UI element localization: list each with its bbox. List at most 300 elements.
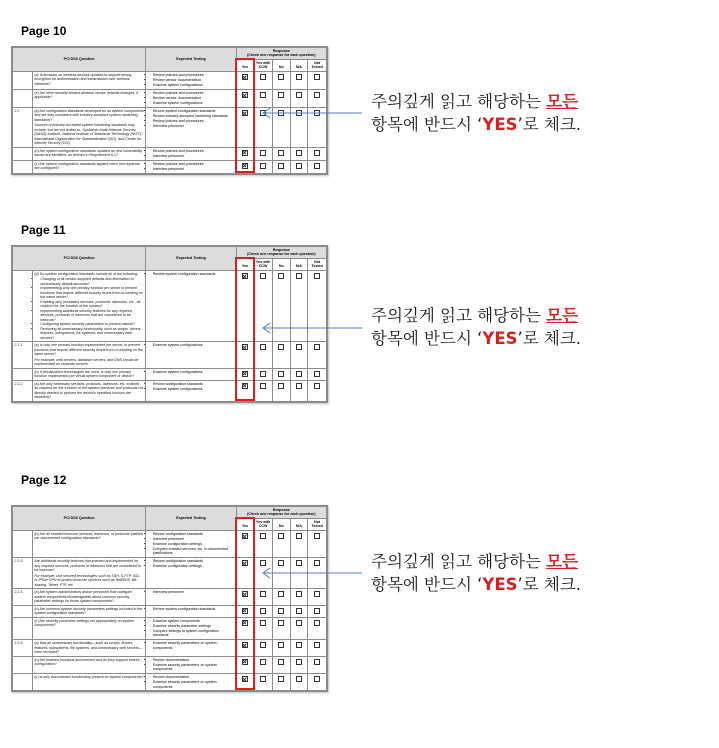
- yes-checkbox-checked[interactable]: [242, 659, 248, 665]
- question-main: (d) Do system configuration standards include all of the following:: [34, 271, 139, 276]
- requirement-ref: [13, 89, 33, 107]
- expected-testing: [146, 270, 236, 341]
- response-checkbox[interactable]: [260, 92, 266, 98]
- testing-item: • Examine system configurations: [153, 101, 234, 105]
- note-line1: 주의깊게 읽고 해당하는: [371, 92, 547, 111]
- note-emphasis-all: 모든: [546, 552, 579, 571]
- response-cell: [254, 605, 273, 617]
- question-main: (b) If virtualization technologies are used, is only one primary function implemented per virtual system component or device?: [34, 369, 135, 379]
- yes-checkbox-checked[interactable]: [242, 383, 248, 389]
- header-expected-testing: Expected Testing: [146, 247, 236, 271]
- testing-item: • Review policies and procedures: [153, 91, 234, 95]
- response-checkbox[interactable]: [260, 642, 266, 648]
- response-cell: [290, 368, 308, 380]
- requirement-ref: [13, 147, 33, 160]
- testing-item: • Compare enabled services, etc. to documented justifications: [153, 547, 234, 556]
- response-checkbox[interactable]: [278, 676, 284, 682]
- requirement-ref: 2.2: [13, 107, 33, 147]
- table-row: [13, 640, 327, 656]
- testing-item: • Examine configuration settings: [153, 542, 234, 546]
- response-checkbox[interactable]: [296, 676, 302, 682]
- table-row: [13, 605, 327, 617]
- testing-item: • Examine system configurations: [153, 83, 234, 87]
- response-checkbox[interactable]: [278, 608, 284, 614]
- testing-item: • Compare settings to system configuration standards: [153, 629, 234, 638]
- header-response-title: Response: [272, 49, 290, 53]
- response-cell: [236, 674, 254, 691]
- yes-checkbox-checked[interactable]: [242, 74, 248, 80]
- response-cell: [236, 558, 254, 589]
- testing-item: • Review system configuration standards: [153, 109, 234, 113]
- response-checkbox[interactable]: [278, 642, 284, 648]
- page-label-10: Page 10: [21, 24, 67, 38]
- response-checkbox[interactable]: [296, 371, 302, 377]
- pci-dss-table: [12, 506, 327, 691]
- header-response-title: Response: [272, 248, 290, 252]
- requirement-ref: 2.2.3: [13, 558, 33, 589]
- expected-testing: [146, 368, 236, 380]
- expected-testing: [146, 605, 236, 617]
- testing-item: • Review vendor documentation: [153, 96, 234, 100]
- response-checkbox[interactable]: [260, 533, 266, 539]
- requirement-ref: [13, 160, 33, 173]
- instruction-note: [371, 90, 711, 136]
- response-cell: [308, 605, 327, 617]
- response-cell: [290, 530, 308, 557]
- question-text: [32, 530, 145, 557]
- response-cell: [254, 380, 273, 401]
- header-col-4: Not Tested: [308, 518, 327, 530]
- response-checkbox[interactable]: [296, 659, 302, 665]
- question-text: [32, 640, 145, 656]
- response-checkbox[interactable]: [296, 74, 302, 80]
- table-row: [13, 530, 327, 557]
- response-checkbox[interactable]: [278, 591, 284, 597]
- question-text: [32, 107, 145, 147]
- response-checkbox[interactable]: [314, 92, 320, 98]
- expected-testing: [146, 656, 236, 673]
- response-checkbox[interactable]: [260, 676, 266, 682]
- response-cell: [236, 589, 254, 605]
- table-row: [13, 368, 327, 380]
- yes-checkbox-checked[interactable]: [242, 150, 248, 156]
- note-line2: 항목에 반드시 ‘: [371, 575, 483, 594]
- response-cell: [290, 605, 308, 617]
- requirement-ref: [13, 674, 33, 691]
- response-checkbox[interactable]: [314, 383, 320, 389]
- response-cell: [272, 589, 290, 605]
- response-cell: [236, 368, 254, 380]
- requirement-ref: 2.2.5: [13, 640, 33, 656]
- question-text: [32, 160, 145, 173]
- question-text: [32, 380, 145, 401]
- response-checkbox[interactable]: [260, 659, 266, 665]
- question-bullet: • Implementing only one primary function per server to prevent functions that require different security levels from co-existing on the same server?: [40, 286, 143, 299]
- response-cell: [254, 530, 273, 557]
- response-checkbox[interactable]: [278, 163, 284, 169]
- response-checkbox[interactable]: [314, 344, 320, 350]
- response-cell: [254, 674, 273, 691]
- response-cell: [272, 674, 290, 691]
- response-cell: [290, 640, 308, 656]
- response-checkbox[interactable]: [260, 344, 266, 350]
- response-checkbox[interactable]: [278, 273, 284, 279]
- header-response-sub: (Check one response for each question): [247, 252, 316, 257]
- header-col-1: Yes with CCW: [254, 59, 273, 71]
- question-text: [32, 605, 145, 617]
- response-cell: [236, 147, 254, 160]
- response-checkbox[interactable]: [296, 608, 302, 614]
- header-response: [236, 507, 326, 519]
- expected-testing: [146, 89, 236, 107]
- header-col-4: Not Tested: [308, 258, 327, 270]
- header-col-3: N/A: [290, 59, 308, 71]
- response-cell: [308, 640, 327, 656]
- yes-checkbox-checked[interactable]: [242, 344, 248, 350]
- yes-checkbox-checked[interactable]: [242, 620, 248, 626]
- response-cell: [236, 530, 254, 557]
- response-checkbox[interactable]: [296, 273, 302, 279]
- response-checkbox[interactable]: [278, 92, 284, 98]
- response-cell: [236, 380, 254, 401]
- response-cell: [272, 605, 290, 617]
- response-checkbox[interactable]: [314, 676, 320, 682]
- note-line2-end: ’로 체크.: [517, 575, 582, 594]
- response-cell: [272, 342, 290, 368]
- question-bullet: • Implementing additional security features for any required services, protocols or daemons that are considered to be insecure?: [40, 309, 143, 322]
- question-main: (a) Are only necessary services, protocols, daemons, etc. enabled as required for the function of the system (services and protocols not directly needed to perform the device's specified function are disabled)?: [34, 381, 144, 400]
- table-row: [13, 160, 327, 173]
- question-text: [32, 589, 145, 605]
- note-line2-end: ’로 체크.: [517, 329, 582, 348]
- question-main: Are additional security features documented and implemented for any required services, protocols or daemons that are considered to be insecure?: [34, 559, 141, 573]
- response-cell: [254, 71, 273, 89]
- testing-item: • Review system configuration standards: [153, 272, 234, 276]
- response-checkbox[interactable]: [278, 533, 284, 539]
- requirement-ref: [13, 656, 33, 673]
- response-cell: [308, 530, 327, 557]
- yes-checkbox-checked[interactable]: [242, 591, 248, 597]
- expected-testing: [146, 380, 236, 401]
- requirement-ref: 2.2.1: [13, 342, 33, 368]
- response-cell: [290, 71, 308, 89]
- note-emphasis-all: 모든: [546, 306, 579, 325]
- testing-item: • Review system configuration standards: [153, 607, 234, 611]
- testing-item: • Review vendor documentation: [153, 78, 234, 82]
- question-main: (a) Has all unnecessary functionality—such as scripts, drivers, features, subsystems, file systems, and unnecessary web servers—been removed?: [34, 641, 143, 655]
- response-checkbox[interactable]: [278, 620, 284, 626]
- response-cell: [272, 71, 290, 89]
- response-checkbox[interactable]: [260, 620, 266, 626]
- response-cell: [272, 640, 290, 656]
- header-col-3: N/A: [290, 518, 308, 530]
- requirement-ref: 2.2.2: [13, 380, 33, 401]
- arrow-icon: [258, 103, 364, 123]
- response-cell: [290, 617, 308, 639]
- testing-item: • Review documentation: [153, 675, 234, 679]
- expected-testing: [146, 530, 236, 557]
- testing-item: • Interview personnel: [153, 590, 234, 594]
- yes-checkbox-checked[interactable]: [242, 92, 248, 98]
- response-cell: [236, 160, 254, 173]
- question-main: (b) Are common system security parameters settings included in the system configuration standards?: [34, 606, 143, 616]
- question-text: [32, 617, 145, 639]
- response-cell: [308, 71, 327, 89]
- header-expected-testing: Expected Testing: [146, 48, 236, 72]
- yes-checkbox-checked[interactable]: [242, 533, 248, 539]
- expected-testing: [146, 342, 236, 368]
- response-cell: [272, 530, 290, 557]
- header-col-0: Yes: [236, 518, 254, 530]
- testing-item: • Examine configuration settings: [153, 564, 234, 568]
- arrow-icon: [258, 563, 364, 583]
- response-cell: [236, 107, 254, 147]
- table-row: [13, 589, 327, 605]
- response-checkbox[interactable]: [260, 150, 266, 156]
- response-cell: [236, 270, 254, 341]
- page-label-12: Page 12: [21, 473, 67, 487]
- question-bullets: [40, 277, 143, 340]
- question-bullet: • Changing of all vendor-supplied defaults and elimination of unnecessary default accounts?: [40, 277, 143, 286]
- testing-item: • Interview personnel: [153, 124, 234, 128]
- response-checkbox[interactable]: [296, 383, 302, 389]
- response-checkbox[interactable]: [314, 642, 320, 648]
- question-main: (c) Are security parameter settings set appropriately on system components?: [34, 618, 134, 628]
- response-cell: [236, 605, 254, 617]
- expected-testing: [146, 147, 236, 160]
- header-response-sub: (Check one response for each question): [247, 53, 316, 58]
- header-col-0: Yes: [236, 59, 254, 71]
- header-question: PCI DSS Question: [13, 247, 146, 271]
- response-checkbox[interactable]: [260, 371, 266, 377]
- response-checkbox[interactable]: [314, 659, 320, 665]
- response-checkbox[interactable]: [260, 74, 266, 80]
- testing-item: • Examine system components: [153, 619, 234, 623]
- response-cell: [308, 674, 327, 691]
- testing-item: • Review policies and procedures: [153, 119, 234, 123]
- response-cell: [272, 147, 290, 160]
- response-cell: [236, 342, 254, 368]
- table-row: [13, 342, 327, 368]
- response-checkbox[interactable]: [314, 591, 320, 597]
- question-bullet: • Enabling only necessary services, protocols, daemons, etc., as required for the function of the system?: [40, 300, 143, 309]
- testing-item: • Review policies and procedures: [153, 149, 234, 153]
- response-checkbox[interactable]: [314, 533, 320, 539]
- response-cell: [290, 380, 308, 401]
- response-checkbox[interactable]: [278, 371, 284, 377]
- header-col-3: N/A: [290, 258, 308, 270]
- question-bullet: • Removing all unnecessary functionality, such as scripts, drivers, features, subsystems, file systems, and unnecessary web servers?: [40, 327, 143, 340]
- response-checkbox[interactable]: [260, 608, 266, 614]
- requirement-ref: [13, 617, 33, 639]
- expected-testing: [146, 107, 236, 147]
- response-checkbox[interactable]: [278, 150, 284, 156]
- header-question: PCI DSS Question: [13, 507, 146, 531]
- response-cell: [272, 368, 290, 380]
- table-row: [13, 617, 327, 639]
- response-checkbox[interactable]: [260, 591, 266, 597]
- question-guidance: For example, use secured technologies such as SSH, S-FTP, SSL, or IPSec VPN to protect insecure services such as NetBIOS, file-sharing, Telnet, FTP, etc.: [34, 573, 141, 587]
- testing-item: • Interview personnel: [153, 167, 234, 171]
- question-main: (b) Are system configuration standards updated as new vulnerability issues are identified, as defined in Requirement 6.1?: [34, 148, 143, 158]
- note-yes: YES: [482, 575, 518, 594]
- note-line2: 항목에 반드시 ‘: [371, 329, 483, 348]
- response-cell: [254, 147, 273, 160]
- note-emphasis-all: 모든: [546, 92, 579, 111]
- response-cell: [290, 160, 308, 173]
- expected-testing: [146, 640, 236, 656]
- response-checkbox[interactable]: [296, 642, 302, 648]
- header-response: [236, 48, 326, 60]
- testing-item: • Examine security parameters on system components: [153, 663, 234, 672]
- note-yes: YES: [482, 115, 518, 134]
- response-cell: [290, 674, 308, 691]
- response-cell: [254, 656, 273, 673]
- question-text: [32, 89, 145, 107]
- question-text: [32, 674, 145, 691]
- response-checkbox[interactable]: [260, 383, 266, 389]
- response-checkbox[interactable]: [260, 163, 266, 169]
- yes-checkbox-checked[interactable]: [242, 163, 248, 169]
- header-col-1: Yes with CCW: [254, 258, 273, 270]
- question-text: [32, 71, 145, 89]
- note-line1: 주의깊게 읽고 해당하는: [371, 552, 547, 571]
- header-col-1: Yes with CCW: [254, 518, 273, 530]
- yes-checkbox-checked[interactable]: [242, 110, 248, 116]
- response-checkbox[interactable]: [296, 150, 302, 156]
- requirement-ref: 2.2.4: [13, 589, 33, 605]
- question-main: (c) Are system configuration standards applied when new systems are configured?: [34, 161, 140, 171]
- header-col-0: Yes: [236, 258, 254, 270]
- expected-testing: [146, 617, 236, 639]
- testing-item: • Interview personnel: [153, 154, 234, 158]
- header-col-2: No: [272, 258, 290, 270]
- header-col-4: Not Tested: [308, 59, 327, 71]
- testing-item: • Review configuration standards: [153, 532, 234, 536]
- header-response-title: Response: [272, 508, 290, 512]
- response-cell: [308, 342, 327, 368]
- response-cell: [254, 160, 273, 173]
- testing-item: • Review policies and procedures: [153, 162, 234, 166]
- table-row: [13, 656, 327, 673]
- question-guidance: For example, web servers, database servers, and DNS should be implemented on separate servers.: [34, 357, 139, 367]
- response-cell: [308, 147, 327, 160]
- note-line1: 주의깊게 읽고 해당하는: [371, 306, 547, 325]
- response-checkbox[interactable]: [314, 74, 320, 80]
- question-main: (a) Is only one primary function implemented per server, to prevent functions that require different security levels from co-existing on the same server?: [34, 343, 143, 357]
- question-text: [32, 270, 145, 341]
- note-line2-end: ’로 체크.: [517, 115, 582, 134]
- question-bullet: • Configuring system security parameters to prevent misuse?: [40, 322, 143, 326]
- testing-item: • Review documentation: [153, 658, 234, 662]
- response-cell: [308, 656, 327, 673]
- response-cell: [290, 589, 308, 605]
- header-expected-testing: Expected Testing: [146, 507, 236, 531]
- response-checkbox[interactable]: [296, 92, 302, 98]
- yes-checkbox-checked[interactable]: [242, 273, 248, 279]
- response-checkbox[interactable]: [314, 273, 320, 279]
- response-cell: [254, 589, 273, 605]
- response-cell: [308, 368, 327, 380]
- page-label-11: Page 11: [21, 223, 66, 237]
- testing-item: • Interview personnel: [153, 537, 234, 541]
- response-cell: [308, 589, 327, 605]
- response-checkbox[interactable]: [314, 620, 320, 626]
- table-row: [13, 380, 327, 401]
- response-checkbox[interactable]: [296, 620, 302, 626]
- response-cell: [290, 342, 308, 368]
- response-checkbox[interactable]: [296, 533, 302, 539]
- question-main: (c) Is only documented functionality present on system components?: [34, 675, 144, 680]
- response-cell: [290, 147, 308, 160]
- yes-checkbox-checked[interactable]: [242, 642, 248, 648]
- response-checkbox[interactable]: [278, 344, 284, 350]
- response-checkbox[interactable]: [314, 163, 320, 169]
- testing-item: • Review industry-accepted hardening standards: [153, 114, 234, 118]
- question-main: (a) Are configuration standards developed for all system components and are they consistent with industry-accepted system hardening standards?: [34, 108, 144, 122]
- expected-testing: [146, 160, 236, 173]
- question-main: (e) Are other security-related wireless vendor defaults changed, if applicable?: [34, 90, 138, 100]
- question-text: [32, 147, 145, 160]
- question-text: [32, 368, 145, 380]
- question-main: (b) Are all enabled insecure services, daemons, or protocols justified per documented configuration standards?: [34, 531, 143, 541]
- response-checkbox[interactable]: [314, 371, 320, 377]
- question-text: [32, 558, 145, 589]
- question-main: (d) Is firmware on wireless devices updated to support strong encryption for authentication and transmission over wireless networks?: [34, 72, 132, 86]
- response-cell: [236, 656, 254, 673]
- response-checkbox[interactable]: [296, 591, 302, 597]
- response-cell: [290, 656, 308, 673]
- yes-checkbox-checked[interactable]: [242, 560, 248, 566]
- yes-checkbox-checked[interactable]: [242, 608, 248, 614]
- testing-item: • Examine security parameters on system components: [153, 680, 234, 689]
- response-checkbox[interactable]: [278, 659, 284, 665]
- form-screenshot-page-12: [11, 505, 328, 692]
- response-checkbox[interactable]: [314, 608, 320, 614]
- response-checkbox[interactable]: [260, 273, 266, 279]
- response-cell: [254, 342, 273, 368]
- response-checkbox[interactable]: [278, 383, 284, 389]
- question-main: (a) Are system administrators and/or personnel that configure system components knowledgeable about common security parameter settings for those system components?: [34, 590, 132, 604]
- response-cell: [254, 368, 273, 380]
- requirement-ref: [13, 71, 33, 89]
- yes-checkbox-checked[interactable]: [242, 676, 248, 682]
- response-checkbox[interactable]: [296, 163, 302, 169]
- response-checkbox[interactable]: [296, 344, 302, 350]
- testing-item: • Examine system configurations: [153, 343, 234, 347]
- testing-item: • Examine security parameter settings: [153, 624, 234, 628]
- testing-item: • Review configuration standards: [153, 559, 234, 563]
- instruction-note: [371, 550, 711, 596]
- expected-testing: [146, 558, 236, 589]
- table-row: [13, 71, 327, 89]
- response-cell: [236, 71, 254, 89]
- yes-checkbox-checked[interactable]: [242, 371, 248, 377]
- table-row: [13, 147, 327, 160]
- response-cell: [272, 656, 290, 673]
- expected-testing: [146, 589, 236, 605]
- expected-testing: [146, 71, 236, 89]
- question-main: (b) Are enabled functions documented and do they support secure configuration?: [34, 657, 140, 667]
- response-cell: [272, 617, 290, 639]
- response-cell: [308, 380, 327, 401]
- header-col-2: No: [272, 59, 290, 71]
- response-checkbox[interactable]: [278, 74, 284, 80]
- question-text: [32, 656, 145, 673]
- testing-item: • Review policies and procedures: [153, 73, 234, 77]
- response-cell: [236, 617, 254, 639]
- response-checkbox[interactable]: [314, 150, 320, 156]
